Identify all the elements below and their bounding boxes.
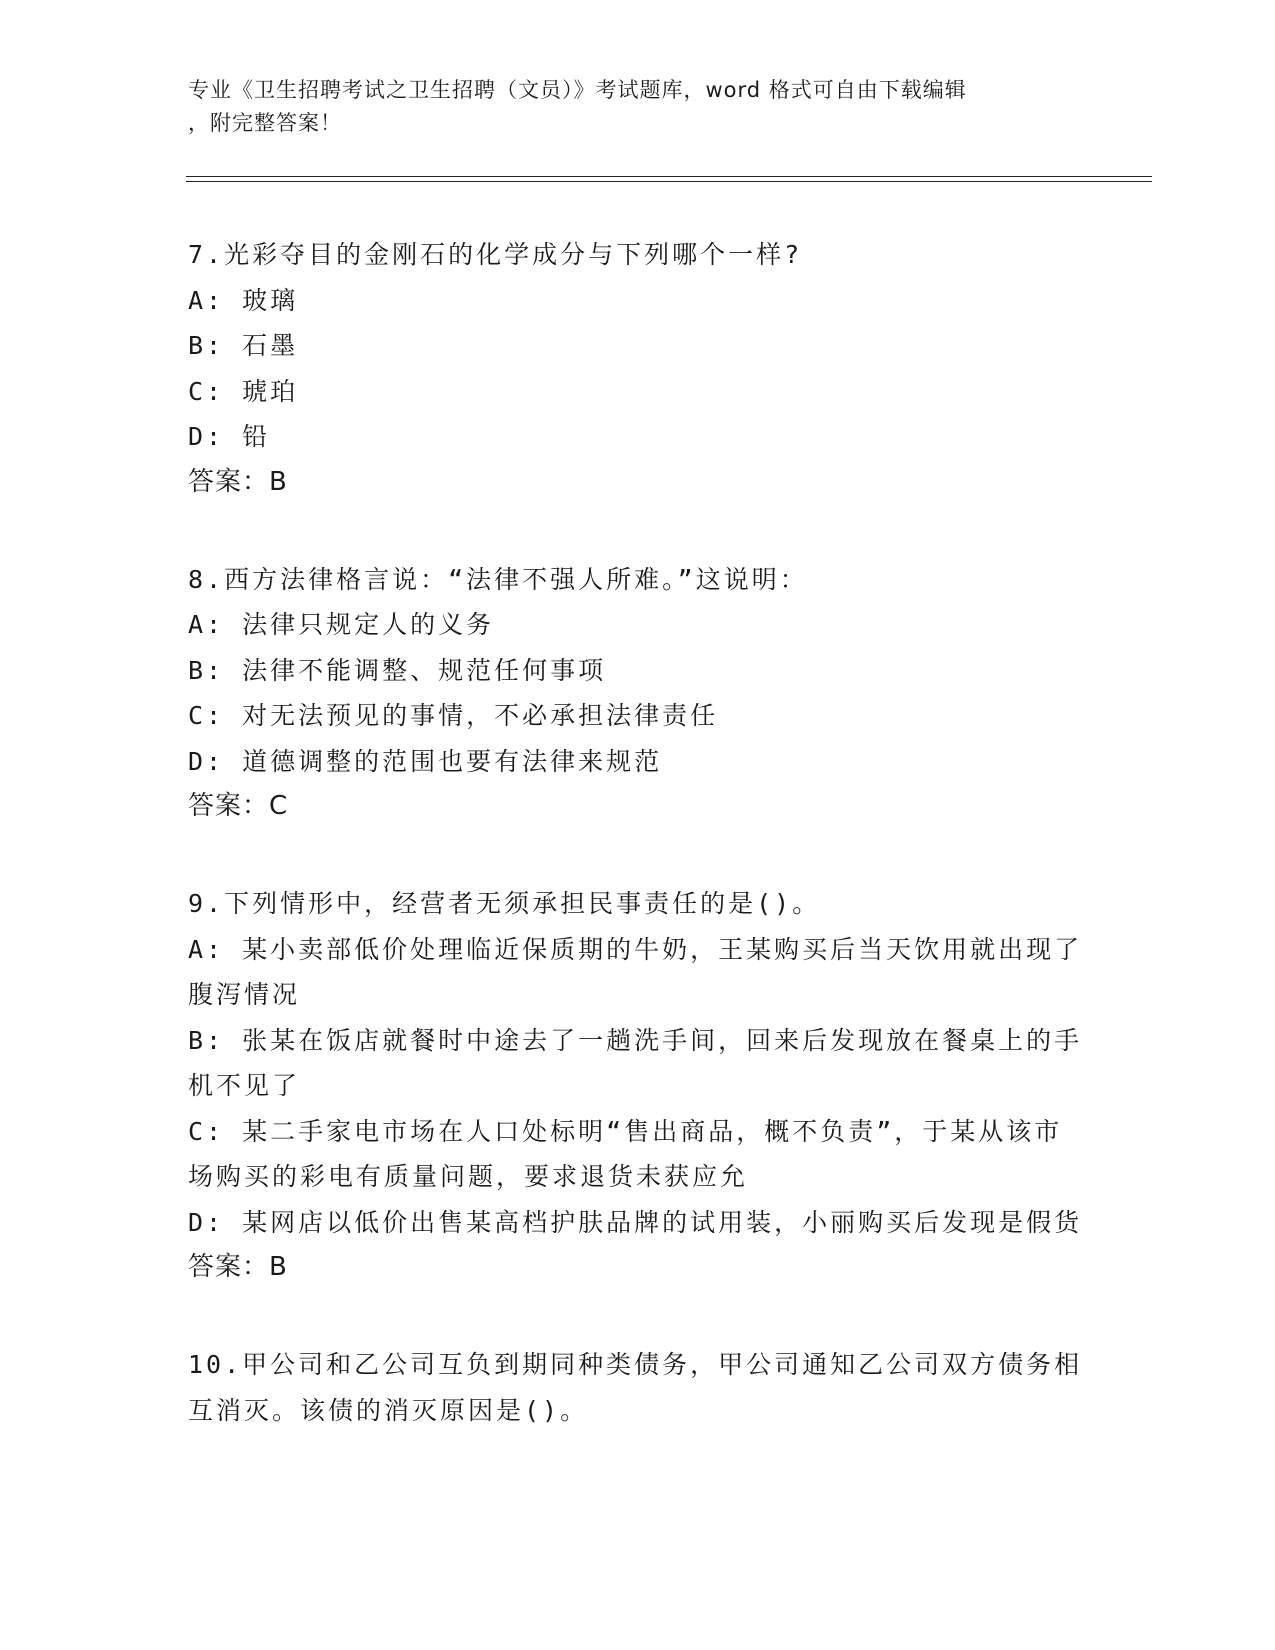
answer-label: 答案：C <box>188 791 289 821</box>
option-d: D: 道德调整的范围也要有法律来规范 <box>188 746 663 776</box>
question-7 <box>188 232 1083 505</box>
question-stem: 9.下列情形中，经营者无须承担民事责任的是()。 <box>188 889 821 918</box>
header-divider-bottom <box>186 181 1152 182</box>
option-a: A: 玻璃 <box>188 285 299 315</box>
question-list <box>188 232 1083 1485</box>
question-stem: 10.甲公司和乙公司互负到期同种类债务，甲公司通知乙公司双方债务相互消灭。该债的消灭原因是()。 <box>188 1350 1083 1425</box>
question-10 <box>188 1342 1083 1433</box>
option-b: B: 法律不能调整、规范任何事项 <box>188 655 607 685</box>
header-line-1: 专业《卫生招聘考试之卫生招聘（文员）》考试题库，word 格式可自由下载编辑 <box>188 78 967 102</box>
header-divider-top <box>186 176 1152 177</box>
option-a: A: 某小卖部低价处理临近保质期的牛奶，王某购买后当天饮用就出现了腹泻情况 <box>188 934 1083 1009</box>
question-8 <box>188 557 1083 830</box>
answer-label: 答案：B <box>188 466 288 497</box>
option-b: B: 石墨 <box>188 331 299 360</box>
option-d: D: 某网店以低价出售某高档护肤品牌的试用装，小丽购买后发现是假货 <box>188 1207 1083 1237</box>
option-d: D: 铅 <box>188 422 271 451</box>
option-b: B: 张某在饭店就餐时中途去了一趟洗手间，回来后发现放在餐桌上的手机不见了 <box>188 1025 1083 1100</box>
question-stem: 7.光彩夺目的金刚石的化学成分与下列哪个一样? <box>188 240 803 269</box>
question-9 <box>188 881 1083 1290</box>
option-c: C: 琥珀 <box>188 376 299 406</box>
option-a: A: 法律只规定人的义务 <box>188 610 495 639</box>
option-c: C: 对无法预见的事情，不必承担法律责任 <box>188 701 719 730</box>
option-c: C: 某二手家电市场在人口处标明“售出商品，概不负责”，于某从该市场购买的彩电有质量问题，要求退货未获应允 <box>188 1116 1063 1191</box>
header-line-2: ，附完整答案！ <box>188 111 342 135</box>
question-stem: 8.西方法律格言说：“法律不强人所难。”这说明： <box>188 564 808 594</box>
document-header <box>188 74 1068 140</box>
answer-label: 答案：B <box>188 1252 288 1282</box>
